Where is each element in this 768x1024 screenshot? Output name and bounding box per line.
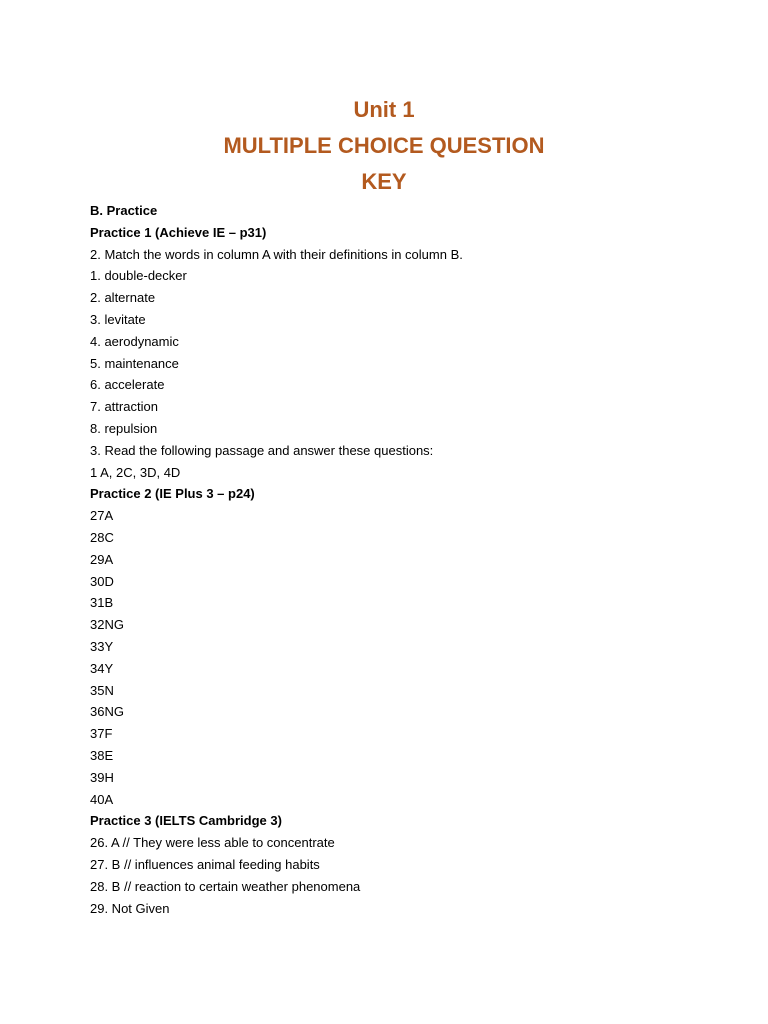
- document-title: [0, 92, 768, 200]
- answer-line: 28. B // reaction to certain weather phenomena: [90, 878, 361, 894]
- answer-line: 36NG: [90, 704, 124, 720]
- answer-line: 3. Read the following passage and answer these questions:: [90, 442, 434, 458]
- title-unit: Unit 1: [353, 97, 415, 122]
- answer-line: 28C: [90, 529, 114, 545]
- answer-line: 27. B // influences animal feeding habits: [90, 856, 320, 872]
- title-heading: MULTIPLE CHOICE QUESTION: [223, 133, 545, 158]
- answer-line: 29. Not Given: [90, 900, 170, 916]
- answer-line: 2. Match the words in column A with their definitions in column B.: [90, 246, 463, 262]
- answer-line: 3. levitate: [90, 311, 146, 327]
- answer-line: 26. A // They were less able to concentrate: [90, 835, 335, 851]
- section-heading: Practice 2 (IE Plus 3 – p24): [90, 486, 255, 502]
- answer-line: 38E: [90, 747, 114, 763]
- answer-line: 40A: [90, 791, 114, 807]
- answer-line: 1. double-decker: [90, 268, 187, 284]
- answer-line: 4. aerodynamic: [90, 333, 179, 349]
- answer-line: 27A: [90, 508, 114, 524]
- section-heading: Practice 1 (Achieve IE – p31): [90, 224, 267, 240]
- answer-line: 8. repulsion: [90, 420, 158, 436]
- answer-line: 35N: [90, 682, 114, 698]
- answer-line: 32NG: [90, 617, 124, 633]
- answer-line: 30D: [90, 573, 114, 589]
- answer-line: 31B: [90, 595, 114, 611]
- answer-line: 5. maintenance: [90, 355, 179, 371]
- answer-line: 39H: [90, 769, 114, 785]
- title-key: KEY: [361, 169, 407, 194]
- document-body: [90, 200, 730, 919]
- section-heading: B. Practice: [90, 203, 158, 218]
- answer-line: 1 A, 2C, 3D, 4D: [90, 464, 181, 480]
- answer-line: 37F: [90, 726, 113, 742]
- answer-line: 2. alternate: [90, 290, 156, 306]
- answer-line: 34Y: [90, 660, 114, 676]
- section-heading: Practice 3 (IELTS Cambridge 3): [90, 813, 282, 829]
- answer-line: 29A: [90, 551, 114, 567]
- answer-line: 7. attraction: [90, 399, 158, 415]
- answer-line: 6. accelerate: [90, 377, 165, 393]
- answer-line: 33Y: [90, 638, 114, 654]
